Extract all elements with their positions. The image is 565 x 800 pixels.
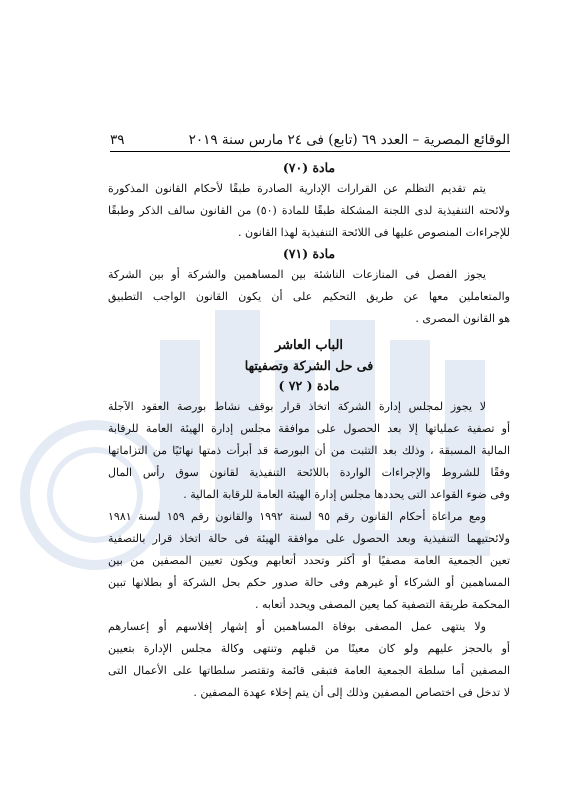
article-71-heading: مادة (٧١) [282,246,336,261]
text-line: لا يجوز لمجلس إدارة الشركة اتخاذ قرار بوقف نشاط بورصة العقود الآجلة [108,400,486,413]
header-page-number: ٣٩ [110,132,125,148]
text-line: هو القانون المصرى . [415,312,510,325]
document-body [108,158,510,704]
text-line: تعين الجمعية العامة مصفيًا أو أكثر وتحدد أتعابهم ويكون تعيين المصفين من بين [108,554,510,567]
text-line: ولائحتيهما التنفيذية وبعد الحصول على موافقة الهيئة فى حالة اتخاذ قرار بالتصفية [108,532,510,545]
chapter-title: الباب العاشر [274,338,344,353]
text-line: ولائحته التنفيذية لدى اللجنة المشكلة طبقًا للمادة (٥٠) من القانون سالف الذكر وطبقًا [108,204,510,217]
text-line: المساهمين أو الشركاء أو غيرهم وفى حالة صدور حكم بحل الشركة أو بطلانها تبين [108,576,510,589]
header-title: الوقائع المصرية – العدد ٦٩ (تابع) فى ٢٤ مارس سنة ٢٠١٩ [188,132,510,148]
header-divider [110,151,510,152]
text-line: للإجراءات المنصوص عليها فى اللائحة التنفيذية لهذا القانون . [238,226,510,239]
text-line: المالية المسبقة ، وذلك بعد التثبت من أن البورصة قد أبرأت ذمتها نهائيًا من التزاماتها [108,444,510,457]
article-72-paragraph-2 [108,506,510,616]
article-72-paragraph-3 [108,616,510,704]
text-line: ولا ينتهى عمل المصفى بوفاة المساهمين أو إشهار إفلاسهم أو إعسارهم [108,620,486,633]
text-line: وفى ضوء القواعد التى يحددها مجلس إدارة الهيئة العامة للرقابة المالية . [183,488,510,501]
article-71-text [108,264,510,330]
article-70-heading: مادة (٧٠) [282,160,336,175]
text-line: والمتعاملين معها عن طريق التحكيم على أن يكون القانون الواجب التطبيق [108,290,510,303]
text-line: ومع مراعاة أحكام القانون رقم ٩٥ لسنة ١٩٩٢ والقانون رقم ١٥٩ لسنة ١٩٨١ [108,510,487,523]
text-line: أو بالحجز عليهم ولو كان معينًا من قبلهم وتنتهى وكالة مجلس الإدارة بتعيين [108,642,510,655]
text-line: لا تدخل فى اختصاص المصفين وذلك إلى أن يتم إخلاء عهدة المصفين . [193,686,510,699]
text-line: المصفين أما سلطة الجمعية العامة فتبقى قائمة وتقتصر سلطاتها على الأعمال التى [108,664,510,677]
text-line: أو تصفية عملياتها إلا بعد الحصول على موافقة مجلس إدارة الهيئة العامة للرقابة [108,422,510,435]
text-line: المحكمة طريقة التصفية كما يعين المصفى ويحدد أتعابه . [255,598,510,611]
text-line: وفقًا للشروط والإجراءات الواردة باللائحة التنفيذية لقانون سوق رأس المال [108,466,510,479]
text-line: يجوز الفصل فى المنازعات الناشئة بين المساهمين والشركة أو بين الشركة [108,268,486,281]
article-72-heading: مادة ( ٧٢ ) [278,378,340,393]
article-70-text [108,178,510,244]
chapter-subtitle: فى حل الشركة وتصفيتها [244,358,374,373]
article-72-paragraph-1 [108,396,510,506]
page-header [110,128,510,148]
text-line: يتم تقديم التظلم عن القرارات الإدارية الصادرة طبقًا لأحكام القانون المذكورة [108,182,486,195]
